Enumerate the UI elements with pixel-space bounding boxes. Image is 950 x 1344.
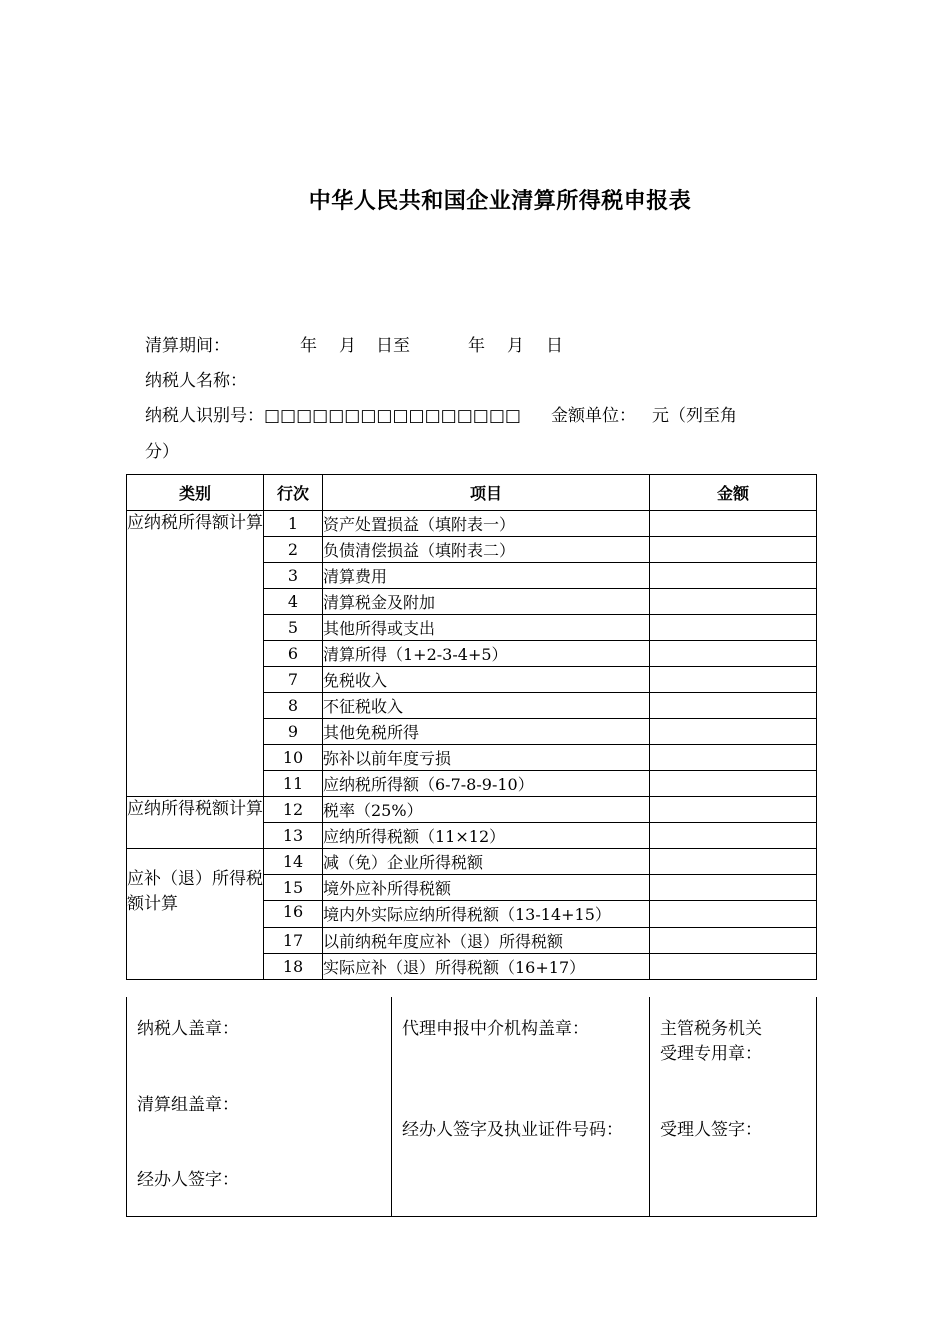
row-number: 1 [264,511,323,537]
category-taxable-income: 应纳税所得额计算 [127,511,264,797]
category-tax-payable: 应纳所得税额计算 [127,797,264,849]
amount-cell[interactable] [650,589,817,615]
agent-sign-label: 经办人签字及执业证件号码： [402,1120,623,1140]
year-2: 年 [468,336,485,356]
form-title: 中华人民共和国企业清算所得税申报表 [308,189,692,214]
row-number: 6 [264,641,323,667]
amount-cell[interactable] [650,641,817,667]
day-to: 日至 [376,336,410,356]
row-item: 清算费用 [323,563,650,589]
taxpayer-id-line [145,404,737,428]
amount-cell[interactable] [650,719,817,745]
row-number: 5 [264,615,323,641]
declaration-table [126,474,817,980]
row-number: 8 [264,693,323,719]
settlement-period-line [145,334,563,358]
amount-cell[interactable] [650,928,817,954]
amount-cell[interactable] [650,511,817,537]
header-row-no: 行次 [264,475,323,511]
taxpayer-name-line [145,369,247,393]
unit-value: 元（列至角 [652,406,737,426]
row-item: 负债清偿损益（填附表二） [323,537,650,563]
period-label: 清算期间： [145,336,230,356]
authority-signature-cell[interactable] [650,997,817,1217]
month-1: 月 [339,336,356,356]
row-number: 14 [264,849,323,875]
amount-cell[interactable] [650,901,817,928]
row-item: 免税收入 [323,667,650,693]
row-number: 9 [264,719,323,745]
unit-label: 金额单位： [551,406,636,426]
amount-cell[interactable] [650,537,817,563]
table-row [127,849,817,875]
taxpayer-id-label: 纳税人识别号： [145,406,264,426]
row-number: 7 [264,667,323,693]
header-amount: 金额 [650,475,817,511]
unit-value-continued: 分） [145,442,179,462]
amount-cell[interactable] [650,563,817,589]
signature-row [127,997,817,1217]
authority-seal-line-1: 主管税务机关 [660,1019,762,1039]
receiver-sign-label: 受理人签字： [660,1120,762,1140]
row-number: 12 [264,797,323,823]
row-number: 3 [264,563,323,589]
table-row [127,511,817,537]
row-number: 10 [264,745,323,771]
row-item: 境内外实际应纳所得税额（13-14+15） [323,901,650,928]
row-number: 16 [264,901,323,928]
row-number: 11 [264,771,323,797]
authority-seal-line-2: 受理专用章： [660,1044,762,1064]
row-item: 应纳税所得额（6-7-8-9-10） [323,771,650,797]
row-item: 清算税金及附加 [323,589,650,615]
unit-value-continued-line [145,440,179,464]
group-seal-label: 清算组盖章： [137,1095,239,1115]
table-row [127,797,817,823]
day-2: 日 [546,336,563,356]
amount-cell[interactable] [650,667,817,693]
row-item: 不征税收入 [323,693,650,719]
year-1: 年 [300,336,317,356]
amount-cell[interactable] [650,693,817,719]
row-item: 资产处置损益（填附表一） [323,511,650,537]
signature-table [126,997,817,1217]
taxpayer-id-boxes: □□□□□□□□□□□□□□□□ [264,406,521,426]
row-item: 弥补以前年度亏损 [323,745,650,771]
row-item: 境外应补所得税额 [323,875,650,901]
amount-cell[interactable] [650,771,817,797]
amount-cell[interactable] [650,745,817,771]
row-number: 18 [264,954,323,980]
row-item: 清算所得（1+2-3-4+5） [323,641,650,667]
amount-cell[interactable] [650,954,817,980]
row-item: 减（免）企业所得税额 [323,849,650,875]
row-item: 税率（25%） [323,797,650,823]
amount-cell[interactable] [650,849,817,875]
row-number: 2 [264,537,323,563]
amount-cell[interactable] [650,875,817,901]
taxpayer-name-label: 纳税人名称： [145,371,247,391]
row-item: 其他所得或支出 [323,615,650,641]
row-item: 应纳所得税额（11×12） [323,823,650,849]
header-category: 类别 [127,475,264,511]
taxpayer-seal-label: 纳税人盖章： [137,1019,239,1039]
row-number: 4 [264,589,323,615]
agency-signature-cell[interactable] [392,997,650,1217]
row-item: 其他免税所得 [323,719,650,745]
handler-sign-label: 经办人签字： [137,1170,239,1190]
row-number: 17 [264,928,323,954]
month-2: 月 [507,336,524,356]
agency-seal-label: 代理申报中介机构盖章： [402,1019,589,1039]
table-header-row [127,475,817,511]
header-item: 项目 [323,475,650,511]
category-tax-refund: 应补（退）所得税额计算 [127,849,264,980]
row-number: 13 [264,823,323,849]
amount-cell[interactable] [650,615,817,641]
row-item: 以前纳税年度应补（退）所得税额 [323,928,650,954]
row-item: 实际应补（退）所得税额（16+17） [323,954,650,980]
taxpayer-signature-cell[interactable] [127,997,392,1217]
amount-cell[interactable] [650,797,817,823]
row-number: 15 [264,875,323,901]
amount-cell[interactable] [650,823,817,849]
